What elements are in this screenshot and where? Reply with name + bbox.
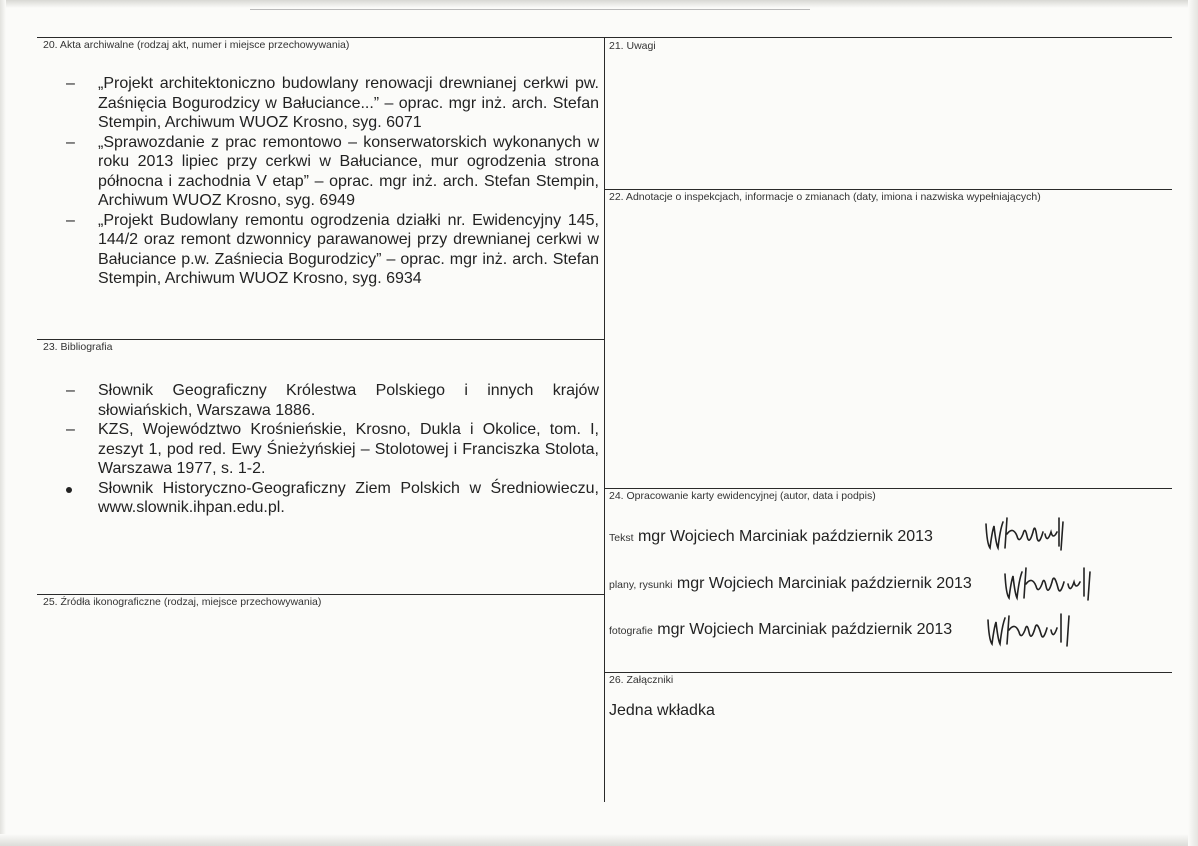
section-25-label: 25. Źródła ikonograficzne (rodzaj, miejsce przechowywania) (43, 596, 322, 608)
rule-left-23 (37, 339, 604, 340)
credit-value: mgr Wojciech Marciniak październik 2013 (657, 621, 953, 638)
rule-left-25 (37, 594, 604, 595)
bibliography-list (66, 381, 599, 518)
section-20-label: 20. Akta archiwalne (rodzaj akt, numer i miejsce przechowywania) (43, 39, 350, 51)
section-23-label: 23. Bibliografia (43, 341, 113, 353)
credit-text-line (609, 528, 933, 546)
rule-right-22 (604, 189, 1172, 190)
list-item (66, 381, 599, 420)
scan-edge-left (0, 0, 6, 846)
archival-record-text: „Projekt Budowlany remontu ogrodzenia działki nr. Ewidencyjny 145, 144/2 oraz remont dzwonnicy parawanowej przy drewnianej cerkwi w Bałuciance p.w. Zaśniecia Bogurodzicy” – oprac. mgr inż. arch. Stefan Stempin, Archiwum WUOZ Krosno, syg. 6934 (98, 211, 599, 287)
signature-1 (983, 514, 1075, 554)
bibliography-entry-text: Słownik Historyczno-Geograficzny Ziem Polskich w Średniowieczu, www.slownik.ihpan.edu.pl. (98, 479, 599, 516)
scan-edge-bottom (0, 834, 1198, 846)
signature-3 (985, 610, 1085, 650)
list-item (66, 211, 599, 289)
section-24-label: 24. Opracowanie karty ewidencyjnej (autor, data i podpis) (609, 490, 876, 502)
bullet-icon (66, 479, 80, 499)
list-item (66, 420, 599, 479)
section-21-label: 21. Uwagi (609, 40, 656, 52)
section-22-label: 22. Adnotacje o inspekcjach, informacje o zmianach (daty, imiona i nazwiska wypełniających) (609, 191, 1041, 203)
credit-prefix: plany, rysunki (609, 579, 673, 591)
rule-right-26 (604, 672, 1172, 673)
top-rule (250, 9, 810, 10)
signature-2 (1002, 562, 1102, 604)
credit-photos-line (609, 621, 952, 639)
column-divider (604, 37, 605, 802)
credit-value: mgr Wojciech Marciniak październik 2013 (637, 528, 933, 545)
rule-right-24 (604, 488, 1172, 489)
archival-records-list (66, 74, 599, 289)
archival-record-text: „Sprawozdanie z prac remontowo – konserwatorskich wykonanych w roku 2013 lipiec przy cerkwi w Bałuciance, mur ogrodzenia strona północna i zachodnia V etap” – oprac. mgr inż. arch. Stefan Stempin, Archiwum WUOZ Krosno, syg. 6949 (98, 133, 599, 209)
credit-value: mgr Wojciech Marciniak październik 2013 (676, 575, 972, 592)
bibliography-entry-text: KZS, Województwo Krośnieńskie, Krosno, Dukla i Okolice, tom. I, zeszyt 1, pod red. Ewy Śnieżyńskiej – Stolotowej i Franciszka Stolota, Warszawa 1977, s. 1-2. (98, 421, 599, 477)
section-26-label: 26. Załączniki (609, 674, 674, 686)
credit-prefix: Tekst (609, 532, 634, 544)
credit-plans-line (609, 575, 972, 593)
scan-edge-top (0, 0, 1198, 8)
dash-marker: – (66, 75, 75, 92)
attachments-text: Jedna wkładka (609, 702, 715, 719)
list-item (66, 133, 599, 211)
dash-marker: – (66, 382, 75, 399)
dash-marker: – (66, 211, 75, 229)
bibliography-entry-text: Słownik Geograficzny Królestwa Polskiego i innych krajów słowiańskich, Warszawa 1886. (98, 382, 599, 419)
list-item (66, 74, 599, 133)
dash-marker: – (66, 421, 75, 438)
archival-record-text: „Projekt architektoniczno budowlany renowacji drewnianej cerkwi pw. Zaśnięcia Bogurodzicy w Bałuciance...” – oprac. mgr inż. arch. Stefan Stempin, Archiwum WUOZ Krosno, syg. 6071 (98, 75, 599, 131)
list-item (66, 479, 599, 518)
dash-marker: – (66, 133, 75, 151)
scan-edge-right (1188, 0, 1198, 846)
credit-prefix: fotografie (609, 625, 653, 637)
